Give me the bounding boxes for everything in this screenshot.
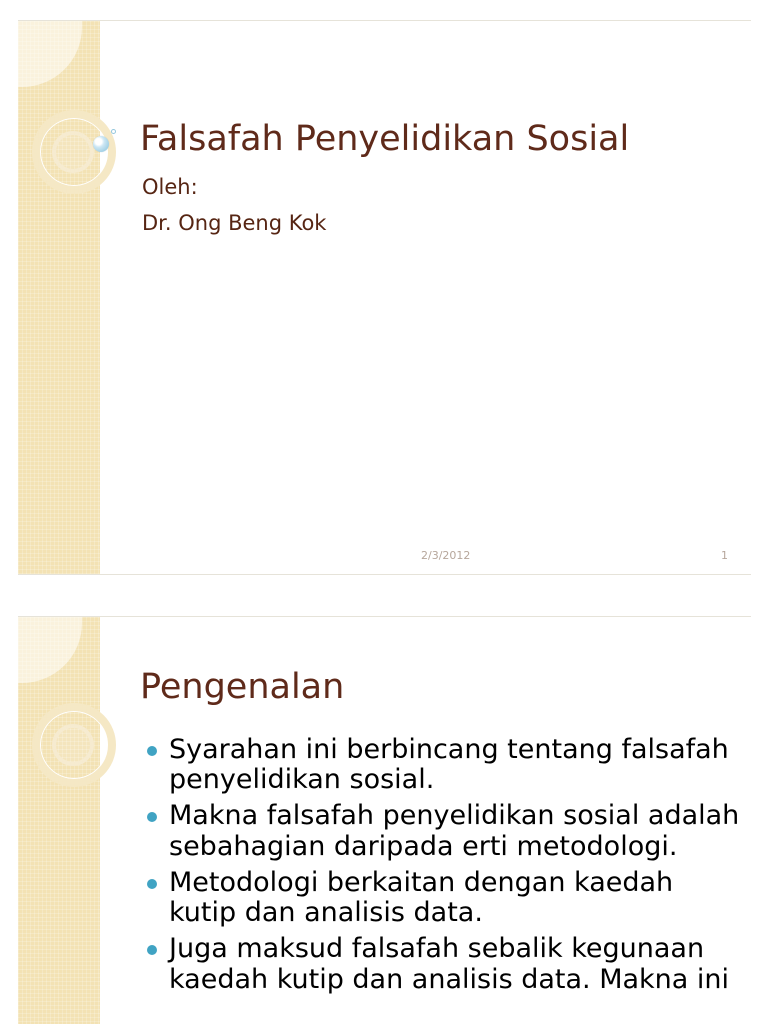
slide-1-subtitle-line-1: Oleh: [142,175,198,199]
slide-1 [18,20,751,575]
bullet-1-line-2: penyelidikan sosial. [169,764,435,796]
bullet-dot-icon [147,812,157,822]
bullet-item-4 [147,933,730,995]
bullet-2-line-2: sebahagian daripada erti metodologi. [169,830,678,862]
slide-2-bullet-list [147,734,740,1001]
bullet-2-line-1: Makna falsafah penyelidikan sosial adalah [169,800,740,832]
bullet-dot-icon [147,879,157,889]
small-bubble-icon [111,129,116,134]
slide-1-subtitle-line-2: Dr. Ong Beng Kok [142,211,327,235]
slide-2-inner-ring-icon [52,724,94,766]
bullet-4-line-2: kaedah kutip dan analisis data. Makna ini [169,963,730,995]
slide-1-decorative-band [18,21,100,574]
bullet-1-line-1: Syarahan ini berbincang tentang falsafah [169,734,729,765]
bullet-item-1 [147,734,729,796]
slide-1-date: 2/3/2012 [421,549,471,562]
bullet-3-line-2: kutip dan analisis data. [169,897,483,929]
slide-1-title: Falsafah Penyelidikan Sosial [140,119,630,159]
bullet-dot-icon [147,945,157,955]
slide-1-inner-ring-icon [52,131,94,173]
slide-2-band-highlight [18,617,82,683]
bullet-item-2 [147,800,740,862]
slide-2 [18,616,751,1024]
slide-1-page-number: 1 [721,549,728,562]
bullet-4-line-1: Juga maksud falsafah sebalik kegunaan [169,933,705,965]
bullet-item-3 [147,868,717,928]
slide-1-band-highlight [18,21,82,87]
bullet-3-line-1: Metodologi berkaitan dengan kaedah [169,866,674,898]
slide-2-title: Pengenalan [140,667,345,707]
slide-2-decorative-band [18,617,100,1024]
title-bubble-icon [93,136,109,152]
bullet-dot-icon [147,746,157,756]
